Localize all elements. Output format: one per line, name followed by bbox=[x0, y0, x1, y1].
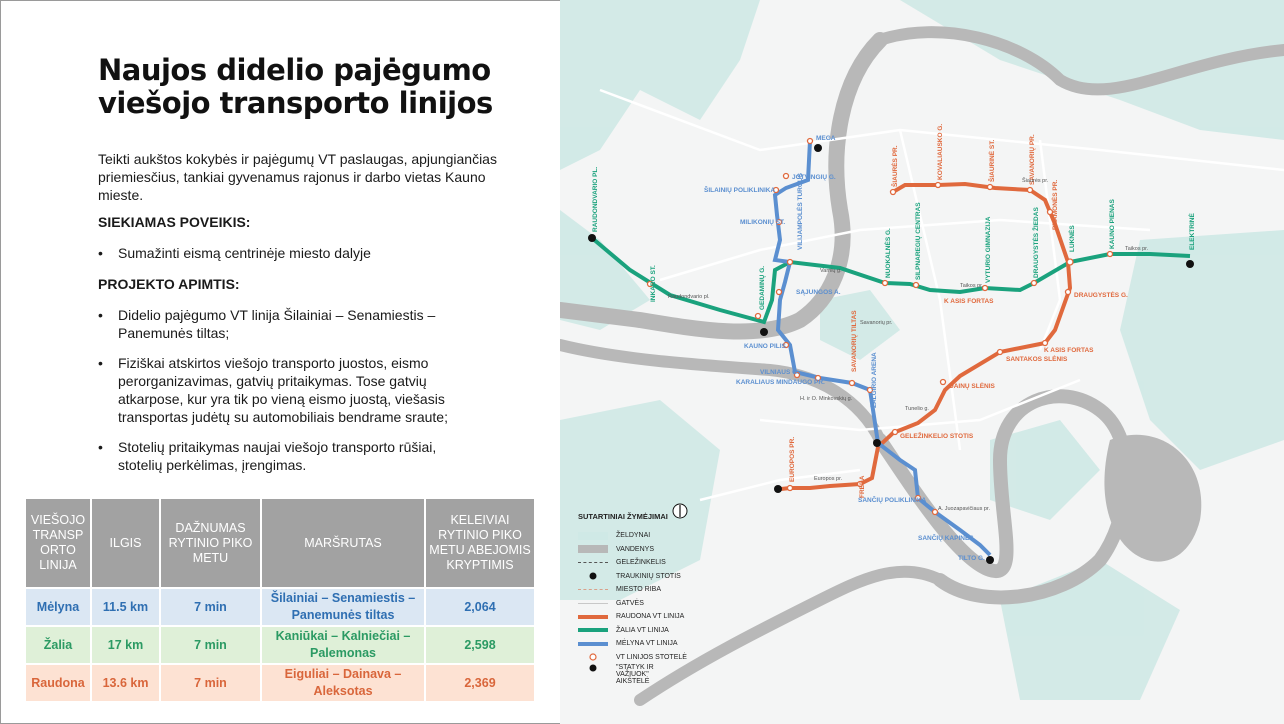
svg-text:VILIJAMPOLĖS TURGUS: VILIJAMPOLĖS TURGUS bbox=[797, 173, 804, 250]
line-frequency: 7 min bbox=[161, 665, 260, 701]
water-swatch bbox=[578, 545, 608, 553]
list-item: • Fiziškai atskirtos viešojo transporto juostos, eismo perorganizavimas, gatvių pritaikymas. Tose gatvių atkarpose, kur yra tik po vieną eismo juostą, viešasis transportas judėtų su automobiliais bendrame sraute; bbox=[98, 355, 448, 425]
line-route: Šilainiai – Senamiestis – Panemunės tiltas bbox=[262, 589, 424, 625]
svg-text:Taikos pr.: Taikos pr. bbox=[1125, 246, 1149, 252]
svg-text:SAVANORIŲ TILTAS: SAVANORIŲ TILTAS bbox=[851, 310, 858, 372]
park-and-ride-icon bbox=[578, 664, 608, 672]
legend-item: ŽALIA VT LINIJA bbox=[578, 624, 698, 638]
svg-text:SILPNAREGIŲ CENTRAS: SILPNAREGIŲ CENTRAS bbox=[915, 202, 922, 280]
svg-text:RAUDONDVARIO PL.: RAUDONDVARIO PL. bbox=[592, 166, 599, 232]
legend-title: SUTARTINIAI ŽYMĖJIMAI bbox=[578, 512, 668, 521]
list-item: • Didelio pajėgumo VT linija Šilainiai – Senamiestis – Panemunės tiltas; bbox=[98, 307, 436, 341]
list-item: • Sumažinti eismą centrinėje miesto dalyje bbox=[98, 245, 371, 261]
scope-list bbox=[98, 306, 478, 486]
line-route: Eiguliai – Dainava – Aleksotas bbox=[262, 665, 424, 701]
line-passengers: 2,064 bbox=[426, 589, 534, 625]
svg-text:DRAUGYSTĖS G.: DRAUGYSTĖS G. bbox=[1074, 292, 1128, 299]
lines-table bbox=[24, 497, 536, 703]
legend-item: RAUDONA VT LINIJA bbox=[578, 610, 698, 624]
line-route: Kaniūkai – Kalniečiai – Palemonas bbox=[262, 627, 424, 663]
svg-text:ŠIAURĖS PR.: ŠIAURĖS PR. bbox=[892, 145, 899, 187]
table-header: ILGIS bbox=[92, 499, 159, 587]
intro-text: Teikti aukštos kokybės ir pajėgumų VT paslaugas, apjungiančias priemiesčius, tankiai gyvenamus rajonus ir darbo vietas Kauno mieste. bbox=[98, 151, 497, 203]
page-title: Naujos didelio pajėgumo viešojo transporto linijos bbox=[98, 53, 493, 120]
legend-item: TRAUKINIŲ STOTIS bbox=[578, 570, 698, 584]
svg-text:TILTO G.: TILTO G. bbox=[958, 555, 985, 562]
legend-item: ŽELDYNAI bbox=[578, 529, 698, 543]
line-name: Žalia bbox=[26, 627, 90, 663]
svg-text:EUROPOS PR.: EUROPOS PR. bbox=[789, 436, 796, 482]
line-length: 11.5 km bbox=[92, 589, 159, 625]
svg-text:SANTAKOS SLĖNIS: SANTAKOS SLĖNIS bbox=[1006, 356, 1068, 363]
svg-text:KAUNO PILIS: KAUNO PILIS bbox=[744, 343, 786, 350]
svg-text:NUOKALNĖS G.: NUOKALNĖS G. bbox=[885, 228, 892, 278]
scope-heading: PROJEKTO APIMTIS: bbox=[98, 276, 240, 292]
svg-text:Taikos pr.: Taikos pr. bbox=[960, 283, 984, 289]
svg-text:Europos pr.: Europos pr. bbox=[814, 476, 843, 482]
svg-text:A. Juozapavičiaus pr.: A. Juozapavičiaus pr. bbox=[938, 506, 990, 512]
svg-text:MEGA: MEGA bbox=[816, 135, 836, 142]
svg-text:Savanorių pr.: Savanorių pr. bbox=[860, 320, 893, 326]
svg-text:K ASIS FORTAS: K ASIS FORTAS bbox=[944, 298, 994, 305]
table-header: DAŽNUMAS RYTINIO PIKO METU bbox=[161, 499, 260, 587]
table-header: KELEIVIAI RYTINIO PIKO METU ABEJOMIS KRYPTIMIS bbox=[426, 499, 534, 587]
svg-text:ŠIAURINĖ ST.: ŠIAURINĖ ST. bbox=[989, 139, 996, 182]
svg-text:JOTVINGIŲ G.: JOTVINGIŲ G. bbox=[792, 174, 836, 181]
svg-text:SANČIŲ KAPINĖS: SANČIŲ KAPINĖS bbox=[918, 535, 974, 542]
svg-text:SAVANORIŲ PR.: SAVANORIŲ PR. bbox=[1029, 134, 1036, 185]
svg-text:MILIKONIŲ ST.: MILIKONIŲ ST. bbox=[740, 219, 786, 226]
city-boundary-swatch bbox=[578, 589, 608, 590]
line-name: Mėlyna bbox=[26, 589, 90, 625]
bullet-icon: • bbox=[98, 439, 103, 455]
table-header: MARŠRUTAS bbox=[262, 499, 424, 587]
table-header: VIEŠOJO TRANSP ORTO LINIJA bbox=[26, 499, 90, 587]
svg-text:Tunelio g.: Tunelio g. bbox=[905, 406, 929, 412]
text-panel bbox=[0, 0, 560, 724]
streets-swatch bbox=[578, 603, 608, 604]
svg-text:KAUNO PIENAS: KAUNO PIENAS bbox=[1109, 199, 1116, 249]
line-name: Raudona bbox=[26, 665, 90, 701]
park-swatch bbox=[578, 532, 608, 540]
svg-text:DRAUGYSTĖS ŽIEDAS: DRAUGYSTĖS ŽIEDAS bbox=[1033, 207, 1040, 278]
line-frequency: 7 min bbox=[161, 627, 260, 663]
bullet-icon: • bbox=[98, 355, 103, 371]
svg-text:SĄJUNGOS A.: SĄJUNGOS A. bbox=[796, 289, 841, 296]
svg-text:KARALIAUS MINDAUGO PR.: KARALIAUS MINDAUGO PR. bbox=[736, 379, 825, 386]
impact-list bbox=[98, 244, 478, 274]
svg-text:DAINŲ SLĖNIS: DAINŲ SLĖNIS bbox=[949, 383, 995, 390]
svg-text:VYTURIO GIMNAZIJA: VYTURIO GIMNAZIJA bbox=[985, 216, 992, 283]
svg-text:VILNIAUS G.: VILNIAUS G. bbox=[760, 369, 800, 376]
svg-text:ELEKTRINĖ: ELEKTRINĖ bbox=[1189, 213, 1196, 250]
legend-item: GELEŽINKELIS bbox=[578, 556, 698, 570]
table-row bbox=[26, 665, 534, 701]
list-item: • Stotelių pritaikymas naujai viešojo transporto rūšiai, stotelių perkėlimas, įrengimas. bbox=[98, 439, 437, 473]
map-legend bbox=[578, 512, 698, 685]
svg-text:FREDA: FREDA bbox=[859, 475, 866, 498]
red-line-swatch bbox=[578, 615, 608, 619]
svg-text:GELEŽINKELIO STOTIS: GELEŽINKELIO STOTIS bbox=[900, 433, 974, 440]
line-passengers: 2,598 bbox=[426, 627, 534, 663]
table-row bbox=[26, 589, 534, 625]
line-frequency: 7 min bbox=[161, 589, 260, 625]
svg-text:Varnių g.: Varnių g. bbox=[820, 268, 842, 274]
svg-text:INKARO ST.: INKARO ST. bbox=[650, 265, 657, 302]
svg-text:GEDAMINŲ G.: GEDAMINŲ G. bbox=[759, 265, 766, 310]
svg-text:SANČIŲ POLIKLINIKA: SANČIŲ POLIKLINIKA bbox=[858, 497, 927, 504]
line-passengers: 2,369 bbox=[426, 665, 534, 701]
svg-text:H. ir O. Minkovskių g.: H. ir O. Minkovskių g. bbox=[800, 396, 853, 402]
svg-text:ŠILAINIŲ POLIKLINIKA: ŠILAINIŲ POLIKLINIKA bbox=[704, 187, 776, 194]
bullet-icon: • bbox=[98, 245, 103, 261]
train-station-icon bbox=[578, 572, 608, 580]
green-line-swatch bbox=[578, 628, 608, 632]
legend-item: "STATYK IR VAŽIUOK" AIKŠTELĖ bbox=[578, 664, 698, 678]
impact-heading: SIEKIAMAS POVEIKIS: bbox=[98, 214, 251, 230]
blue-line bbox=[775, 141, 990, 555]
svg-text:PRAMONĖS PR.: PRAMONĖS PR. bbox=[1052, 179, 1059, 230]
line-length: 13.6 km bbox=[92, 665, 159, 701]
legend-item: MĖLYNA VT LINIJA bbox=[578, 637, 698, 651]
legend-item: VT LINIJOS STOTELĖ bbox=[578, 651, 698, 665]
legend-item: MIESTO RIBA bbox=[578, 583, 698, 597]
svg-text:K ASIS FORTAS: K ASIS FORTAS bbox=[1044, 347, 1094, 354]
blue-line-swatch bbox=[578, 642, 608, 646]
svg-text:Šiaurės pr.: Šiaurės pr. bbox=[1022, 178, 1049, 184]
svg-text:LUKNĖS: LUKNĖS bbox=[1069, 225, 1076, 252]
table-row bbox=[26, 627, 534, 663]
line-length: 17 km bbox=[92, 627, 159, 663]
legend-item: GATVĖS bbox=[578, 597, 698, 611]
legend-item: VANDENYS bbox=[578, 543, 698, 557]
railway-swatch bbox=[578, 562, 608, 563]
stop-icon bbox=[578, 653, 608, 661]
svg-text:Raudondvario pl.: Raudondvario pl. bbox=[668, 294, 710, 300]
svg-text:KOVALIAUSKO G.: KOVALIAUSKO G. bbox=[937, 123, 944, 180]
svg-text:ŽALGIRIO ARENA: ŽALGIRIO ARENA bbox=[871, 352, 878, 408]
bullet-icon: • bbox=[98, 307, 103, 323]
